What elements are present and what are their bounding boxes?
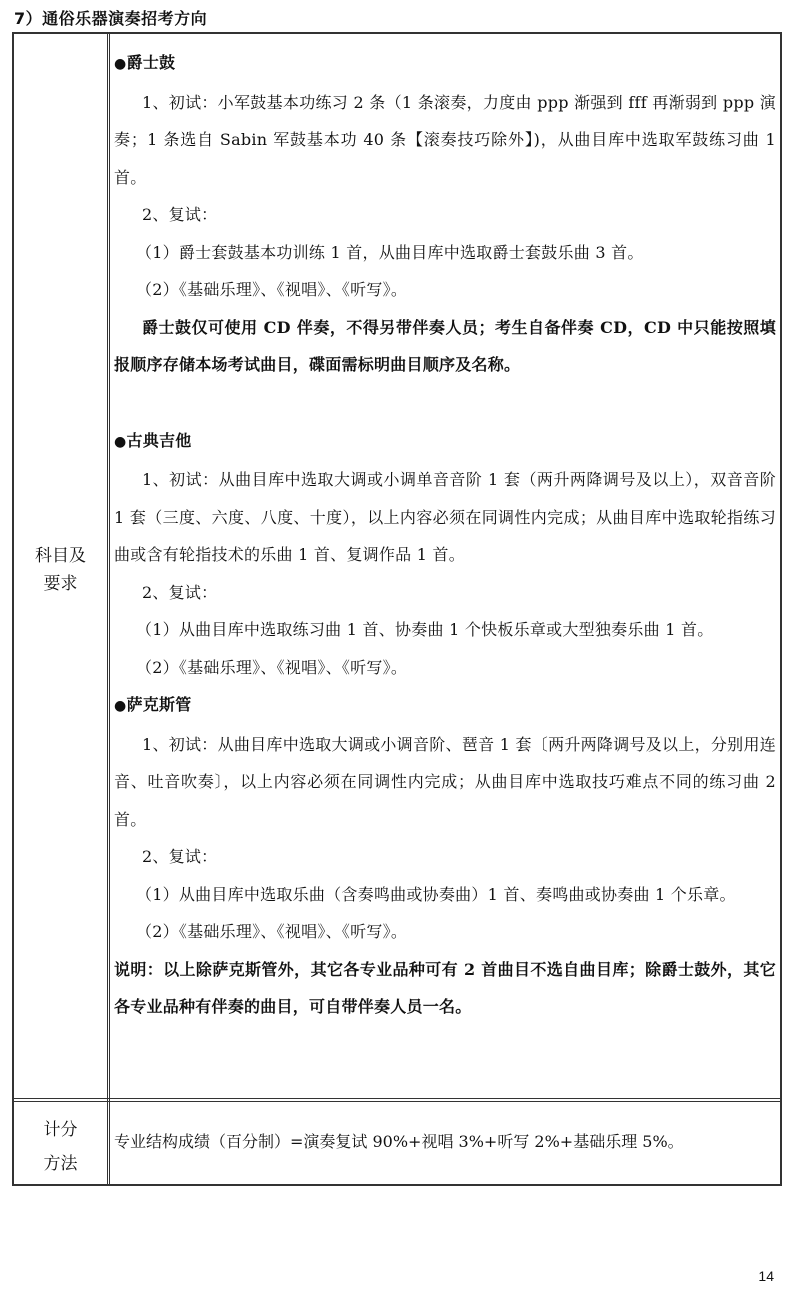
saxophone-retest-title: 2、复试： xyxy=(142,847,218,866)
classical-guitar-heading: ●古典吉他 xyxy=(114,430,192,450)
row-divider xyxy=(14,1098,780,1102)
scoring-label-line1: 计分 xyxy=(43,1120,78,1140)
bullet-icon: ● xyxy=(114,433,127,450)
requirements-table xyxy=(12,32,782,1186)
jazz-drums-retest-1: （1）爵士套鼓基本功训练 1 首，从曲目库中选取爵士套鼓乐曲 3 首。 xyxy=(136,242,644,262)
subjects-label-line2: 要求 xyxy=(43,574,78,594)
subjects-label-line1: 科目及 xyxy=(35,546,86,566)
saxophone-heading: ●萨克斯管 xyxy=(114,695,192,714)
saxophone-retest-1: （1）从曲目库中选取乐曲（含奏鸣曲或协奏曲）1 首、奏鸣曲或协奏曲 1 个乐章。 xyxy=(136,884,736,904)
classical-guitar-retest-1: （1）从曲目库中选取练习曲 1 首、协奏曲 1 个快板乐章或大型独奏乐曲 1 首。 xyxy=(136,620,714,639)
classical-guitar-retest-2: （2）《基础乐理》、《视唱》、《听写》。 xyxy=(136,657,408,677)
jazz-drums-initial: 1、初试：小军鼓基本功练习 2 条（1 条滚奏，力度由 ppp 渐强到 fff 再渐弱到 ppp 演奏；1 条选自 Sabin 军鼓基本功 40 条【滚奏技巧除外】)，从曲目库中选取军鼓练习曲 1 首。 xyxy=(114,92,776,187)
jazz-drums-retest-2: （2）《基础乐理》、《视唱》、《听写》。 xyxy=(136,280,408,299)
classical-guitar-initial: 1、初试：从曲目库中选取大调或小调单音音阶 1 套（两升两降调号及以上），双音音阶 1 套（三度、六度、八度、十度），以上内容必须在同调性内完成；从曲目库中选取轮指练习曲或含有轮指技术的乐曲 1 首、复调作品 1 首。 xyxy=(114,470,776,564)
subjects-label xyxy=(14,542,107,598)
jazz-drums-note: 爵士鼓仅可使用 CD 伴奏，不得另带伴奏人员；考生自备伴奏 CD，CD 中只能按照填报顺序存储本场考试曲目，碟面需标明曲目顺序及名称。 xyxy=(114,317,776,374)
bullet-icon: ● xyxy=(114,56,127,72)
scoring-label xyxy=(14,1113,107,1181)
classical-guitar-retest-title: 2、复试： xyxy=(142,582,218,602)
scoring-formula: 专业结构成绩（百分制）=演奏复试 90%+视唱 3%+听写 2%+基础乐理 5%。 xyxy=(114,1132,684,1151)
saxophone-retest-2: （2）《基础乐理》、《视唱》、《听写》。 xyxy=(136,922,408,941)
bullet-icon: ● xyxy=(114,698,127,714)
saxophone-initial: 1、初试：从曲目库中选取大调或小调音阶、琶音 1 套〔两升两降调号及以上，分别用连音、吐音吹奏〕，以上内容必须在同调性内完成；从曲目库中选取技巧难点不同的练习曲 2 首。 xyxy=(114,734,776,829)
spacer xyxy=(114,384,776,422)
section-title: 7）通俗乐器演奏招考方向 xyxy=(14,9,208,28)
requirements-content xyxy=(114,44,776,1026)
column-divider xyxy=(107,34,110,1184)
jazz-drums-heading: ●爵士鼓 xyxy=(114,53,176,72)
scoring-label-line2: 方法 xyxy=(43,1154,78,1174)
page-number: 14 xyxy=(758,1268,774,1284)
jazz-drums-retest-title: 2、复试： xyxy=(142,205,218,224)
remark: 说明：以上除萨克斯管外，其它各专业品种可有 2 首曲目不选自曲目库；除爵士鼓外，其它各专业品种有伴奏的曲目，可自带伴奏人员一名。 xyxy=(114,959,776,1016)
